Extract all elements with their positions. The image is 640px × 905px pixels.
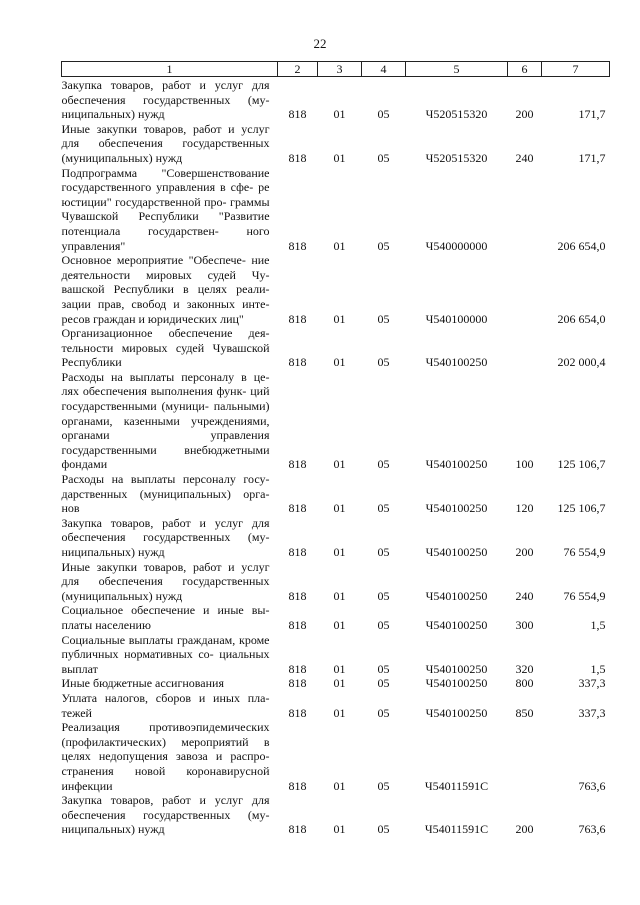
section-code: 01	[333, 545, 346, 559]
section-code: 01	[333, 355, 346, 370]
section-code: 01	[333, 238, 346, 253]
subsection-code: 05	[377, 705, 390, 720]
column-header: 5	[406, 62, 508, 77]
column-number-row	[62, 62, 610, 77]
row-name-line: ного управления"	[61, 223, 270, 253]
row-name	[62, 122, 278, 166]
target-article-code: Ч540100250	[425, 457, 488, 472]
table-body	[62, 77, 610, 837]
target-article-code: Ч540100250	[425, 705, 488, 720]
row-name-line: ре юстиции" государственной про-	[61, 180, 270, 209]
row-name	[62, 691, 278, 720]
target-article-code: Ч540100250	[425, 661, 488, 676]
target-article-code: Ч540100250	[425, 617, 488, 632]
row-name-line: Подпрограмма "Совершенствование	[61, 165, 270, 180]
section-code: 01	[333, 661, 346, 676]
table-row	[62, 560, 610, 604]
row-name	[62, 472, 278, 516]
target-article-code: Ч54011591С	[424, 778, 489, 793]
row-name-line: Закупка товаров, работ и услуг для	[61, 793, 270, 808]
expense-type-code: 300	[515, 617, 534, 632]
table-row	[62, 253, 610, 326]
row-name-line: Социальные выплаты гражданам,	[61, 632, 236, 647]
expense-type-code	[508, 253, 542, 326]
ministry-code: 818	[288, 311, 307, 326]
expense-type-code: 320	[515, 661, 534, 676]
subsection-code: 05	[377, 588, 390, 603]
row-name	[62, 720, 278, 793]
subsection-code: 05	[377, 311, 390, 326]
section-code: 01	[333, 107, 346, 122]
row-name	[62, 516, 278, 560]
section-code: 01	[333, 457, 346, 472]
expense-type-code	[508, 166, 542, 254]
row-name-line: циальных выплат	[61, 647, 270, 676]
ministry-code: 818	[288, 501, 307, 516]
expense-type-code: 100	[515, 457, 534, 472]
target-article-code: Ч540100250	[425, 501, 488, 516]
section-code: 01	[333, 822, 346, 837]
table-row	[62, 326, 610, 370]
amount: 202 000,4	[557, 355, 606, 370]
row-name-line: кроме публичных нормативных со-	[61, 632, 270, 662]
subsection-code: 05	[377, 355, 390, 370]
ministry-code: 818	[288, 676, 307, 691]
subsection-code: 05	[377, 676, 390, 691]
row-name-line: ниципальных) нужд	[61, 545, 165, 559]
row-name	[62, 603, 278, 632]
amount: 171,7	[578, 107, 606, 122]
row-name-line: Организационное обеспечение дея-	[61, 326, 270, 341]
section-code: 01	[333, 501, 346, 516]
row-name-line: ниципальных) нужд	[61, 822, 165, 837]
target-article-code: Ч540100250	[425, 355, 488, 370]
row-name-line: ресов граждан и юридических лиц"	[61, 311, 244, 326]
target-article-code: Ч520515320	[425, 150, 488, 165]
expense-type-code: 200	[515, 545, 534, 559]
expense-type-code: 800	[515, 676, 534, 691]
row-name-line: тежей	[61, 705, 92, 720]
row-name-line: Иные бюджетные ассигнования	[61, 676, 224, 691]
row-name-line: обеспечения государственных (му-	[61, 92, 270, 107]
subsection-code: 05	[377, 107, 390, 122]
amount: 763,6	[578, 822, 606, 837]
row-name	[62, 676, 278, 691]
section-code: 01	[333, 676, 346, 691]
subsection-code: 05	[377, 457, 390, 472]
row-name	[62, 370, 278, 472]
row-name-line: граммы Чувашской Республики	[61, 194, 270, 224]
subsection-code: 05	[377, 822, 390, 837]
target-article-code: Ч520515320	[425, 107, 488, 122]
amount: 206 654,0	[557, 311, 606, 326]
table-row	[62, 691, 610, 720]
table-row	[62, 603, 610, 632]
page-number: 22	[313, 36, 327, 51]
section-code: 01	[333, 311, 346, 326]
ministry-code: 818	[288, 661, 307, 676]
amount: 76 554,9	[563, 588, 606, 603]
table-row	[62, 77, 610, 122]
row-name-line: Социальное обеспечение и иные вы-	[61, 603, 270, 618]
row-name	[62, 560, 278, 604]
target-article-code: Ч540100250	[425, 676, 488, 691]
expense-type-code	[508, 326, 542, 370]
row-name-line: тельности мировых судей Чувашской	[61, 340, 270, 355]
budget-table	[61, 61, 610, 837]
section-code: 01	[333, 778, 346, 793]
row-name-line: Реализация противоэпидемических	[61, 720, 270, 735]
row-name-line: (профилактических) мероприятий в	[61, 734, 270, 749]
amount: 1,5	[590, 617, 606, 632]
ministry-code: 818	[288, 238, 307, 253]
row-name-line: обеспечения государственных (му-	[61, 807, 270, 822]
amount: 171,7	[578, 150, 606, 165]
column-header: 7	[542, 62, 610, 77]
column-header: 3	[318, 62, 362, 77]
table-row	[62, 633, 610, 677]
row-name-line: Расходы на выплаты персоналу в це-	[61, 369, 270, 384]
ministry-code: 818	[288, 778, 307, 793]
row-name-line: платы населению	[61, 617, 151, 632]
row-name-line: обеспечения государственных (му-	[61, 530, 270, 545]
amount: 337,3	[578, 676, 606, 691]
row-name-line: Иные закупки товаров, работ и услуг	[61, 559, 270, 574]
row-name-line: государственного управления в сфе-	[61, 180, 254, 195]
table-row	[62, 720, 610, 793]
ministry-code: 818	[288, 545, 307, 559]
target-article-code: Ч540100000	[425, 311, 488, 326]
expense-type-code: 120	[515, 501, 534, 516]
subsection-code: 05	[377, 501, 390, 516]
row-name-line: государственными внебюджетными	[61, 442, 270, 457]
section-code: 01	[333, 588, 346, 603]
ministry-code: 818	[288, 822, 307, 837]
target-article-code: Ч54011591С	[424, 822, 489, 837]
row-name-line: Иные закупки товаров, работ и услуг	[61, 121, 270, 136]
row-name-line: Основное мероприятие "Обеспече-	[61, 253, 246, 268]
row-name-line: ций государственными (муници-	[61, 384, 270, 414]
row-name-line: Закупка товаров, работ и услуг для	[61, 78, 270, 92]
amount: 76 554,9	[563, 545, 606, 559]
row-name-line: фондами	[61, 457, 108, 472]
target-article-code: Ч540100250	[425, 545, 488, 559]
amount: 206 654,0	[557, 238, 606, 253]
row-name	[62, 633, 278, 677]
ministry-code: 818	[288, 150, 307, 165]
row-name-line: ниципальных) нужд	[61, 107, 165, 122]
subsection-code: 05	[377, 661, 390, 676]
row-name	[62, 793, 278, 837]
subsection-code: 05	[377, 545, 390, 559]
expense-type-code: 200	[515, 107, 534, 122]
table-row	[62, 793, 610, 837]
row-name	[62, 326, 278, 370]
amount: 1,5	[590, 661, 606, 676]
section-code: 01	[333, 150, 346, 165]
ministry-code: 818	[288, 617, 307, 632]
amount: 337,3	[578, 705, 606, 720]
table-row	[62, 472, 610, 516]
expense-type-code: 240	[515, 588, 534, 603]
expense-type-code: 240	[515, 150, 534, 165]
table-row	[62, 166, 610, 254]
ministry-code: 818	[288, 457, 307, 472]
row-name-line: (муниципальных) нужд	[61, 150, 183, 165]
subsection-code: 05	[377, 617, 390, 632]
target-article-code: Ч540000000	[425, 238, 488, 253]
subsection-code: 05	[377, 150, 390, 165]
ministry-code: 818	[288, 705, 307, 720]
row-name-line: нов	[61, 501, 80, 516]
target-article-code: Ч540100250	[425, 588, 488, 603]
ministry-code: 818	[288, 355, 307, 370]
ministry-code: 818	[288, 107, 307, 122]
row-name-line: Уплата налогов, сборов и иных пла-	[61, 690, 270, 705]
amount: 125 106,7	[557, 501, 606, 516]
row-name-line: вашской Республики в целях реали-	[61, 282, 270, 297]
row-name-line: "Развитие потенциала государствен-	[61, 209, 270, 238]
subsection-code: 05	[377, 238, 390, 253]
subsection-code: 05	[377, 778, 390, 793]
table-row	[62, 122, 610, 166]
amount: 125 106,7	[557, 457, 606, 472]
column-header: 4	[362, 62, 406, 77]
row-name-line: Закупка товаров, работ и услуг для	[61, 515, 270, 530]
row-name-line: инфекции	[61, 778, 113, 793]
row-name-line: для обеспечения государственных	[61, 136, 270, 151]
column-header: 6	[508, 62, 542, 77]
row-name-line: ние деятельности мировых судей Чу-	[61, 253, 270, 282]
amount: 763,6	[578, 778, 606, 793]
section-code: 01	[333, 617, 346, 632]
row-name-line: странения новой коронавирусной	[61, 763, 270, 778]
column-header: 1	[62, 62, 278, 77]
expense-type-code	[508, 720, 542, 793]
row-name-line: зации прав, свобод и законных инте-	[61, 296, 270, 311]
expense-type-code: 850	[515, 705, 534, 720]
table-row	[62, 370, 610, 472]
table-row	[62, 676, 610, 691]
section-code: 01	[333, 705, 346, 720]
row-name-line: Расходы на выплаты персоналу госу-	[61, 472, 270, 487]
row-name	[62, 166, 278, 254]
row-name-line: учреждениями, органами управления	[61, 413, 270, 443]
row-name	[62, 253, 278, 326]
row-name-line: дарственных (муниципальных) орга-	[61, 486, 270, 501]
ministry-code: 818	[288, 588, 307, 603]
row-name	[62, 77, 278, 122]
column-header: 2	[278, 62, 318, 77]
row-name-line: лях обеспечения выполнения функ-	[61, 384, 247, 399]
row-name-line: Республики	[61, 355, 122, 370]
row-name-line: (муниципальных) нужд	[61, 588, 183, 603]
row-name-line: целях недопущения завоза и распро-	[61, 749, 270, 764]
expense-type-code: 200	[515, 822, 534, 837]
table-row	[62, 516, 610, 560]
row-name-line: для обеспечения государственных	[61, 574, 270, 589]
row-name-line: пальными) органами, казенными	[61, 399, 270, 428]
